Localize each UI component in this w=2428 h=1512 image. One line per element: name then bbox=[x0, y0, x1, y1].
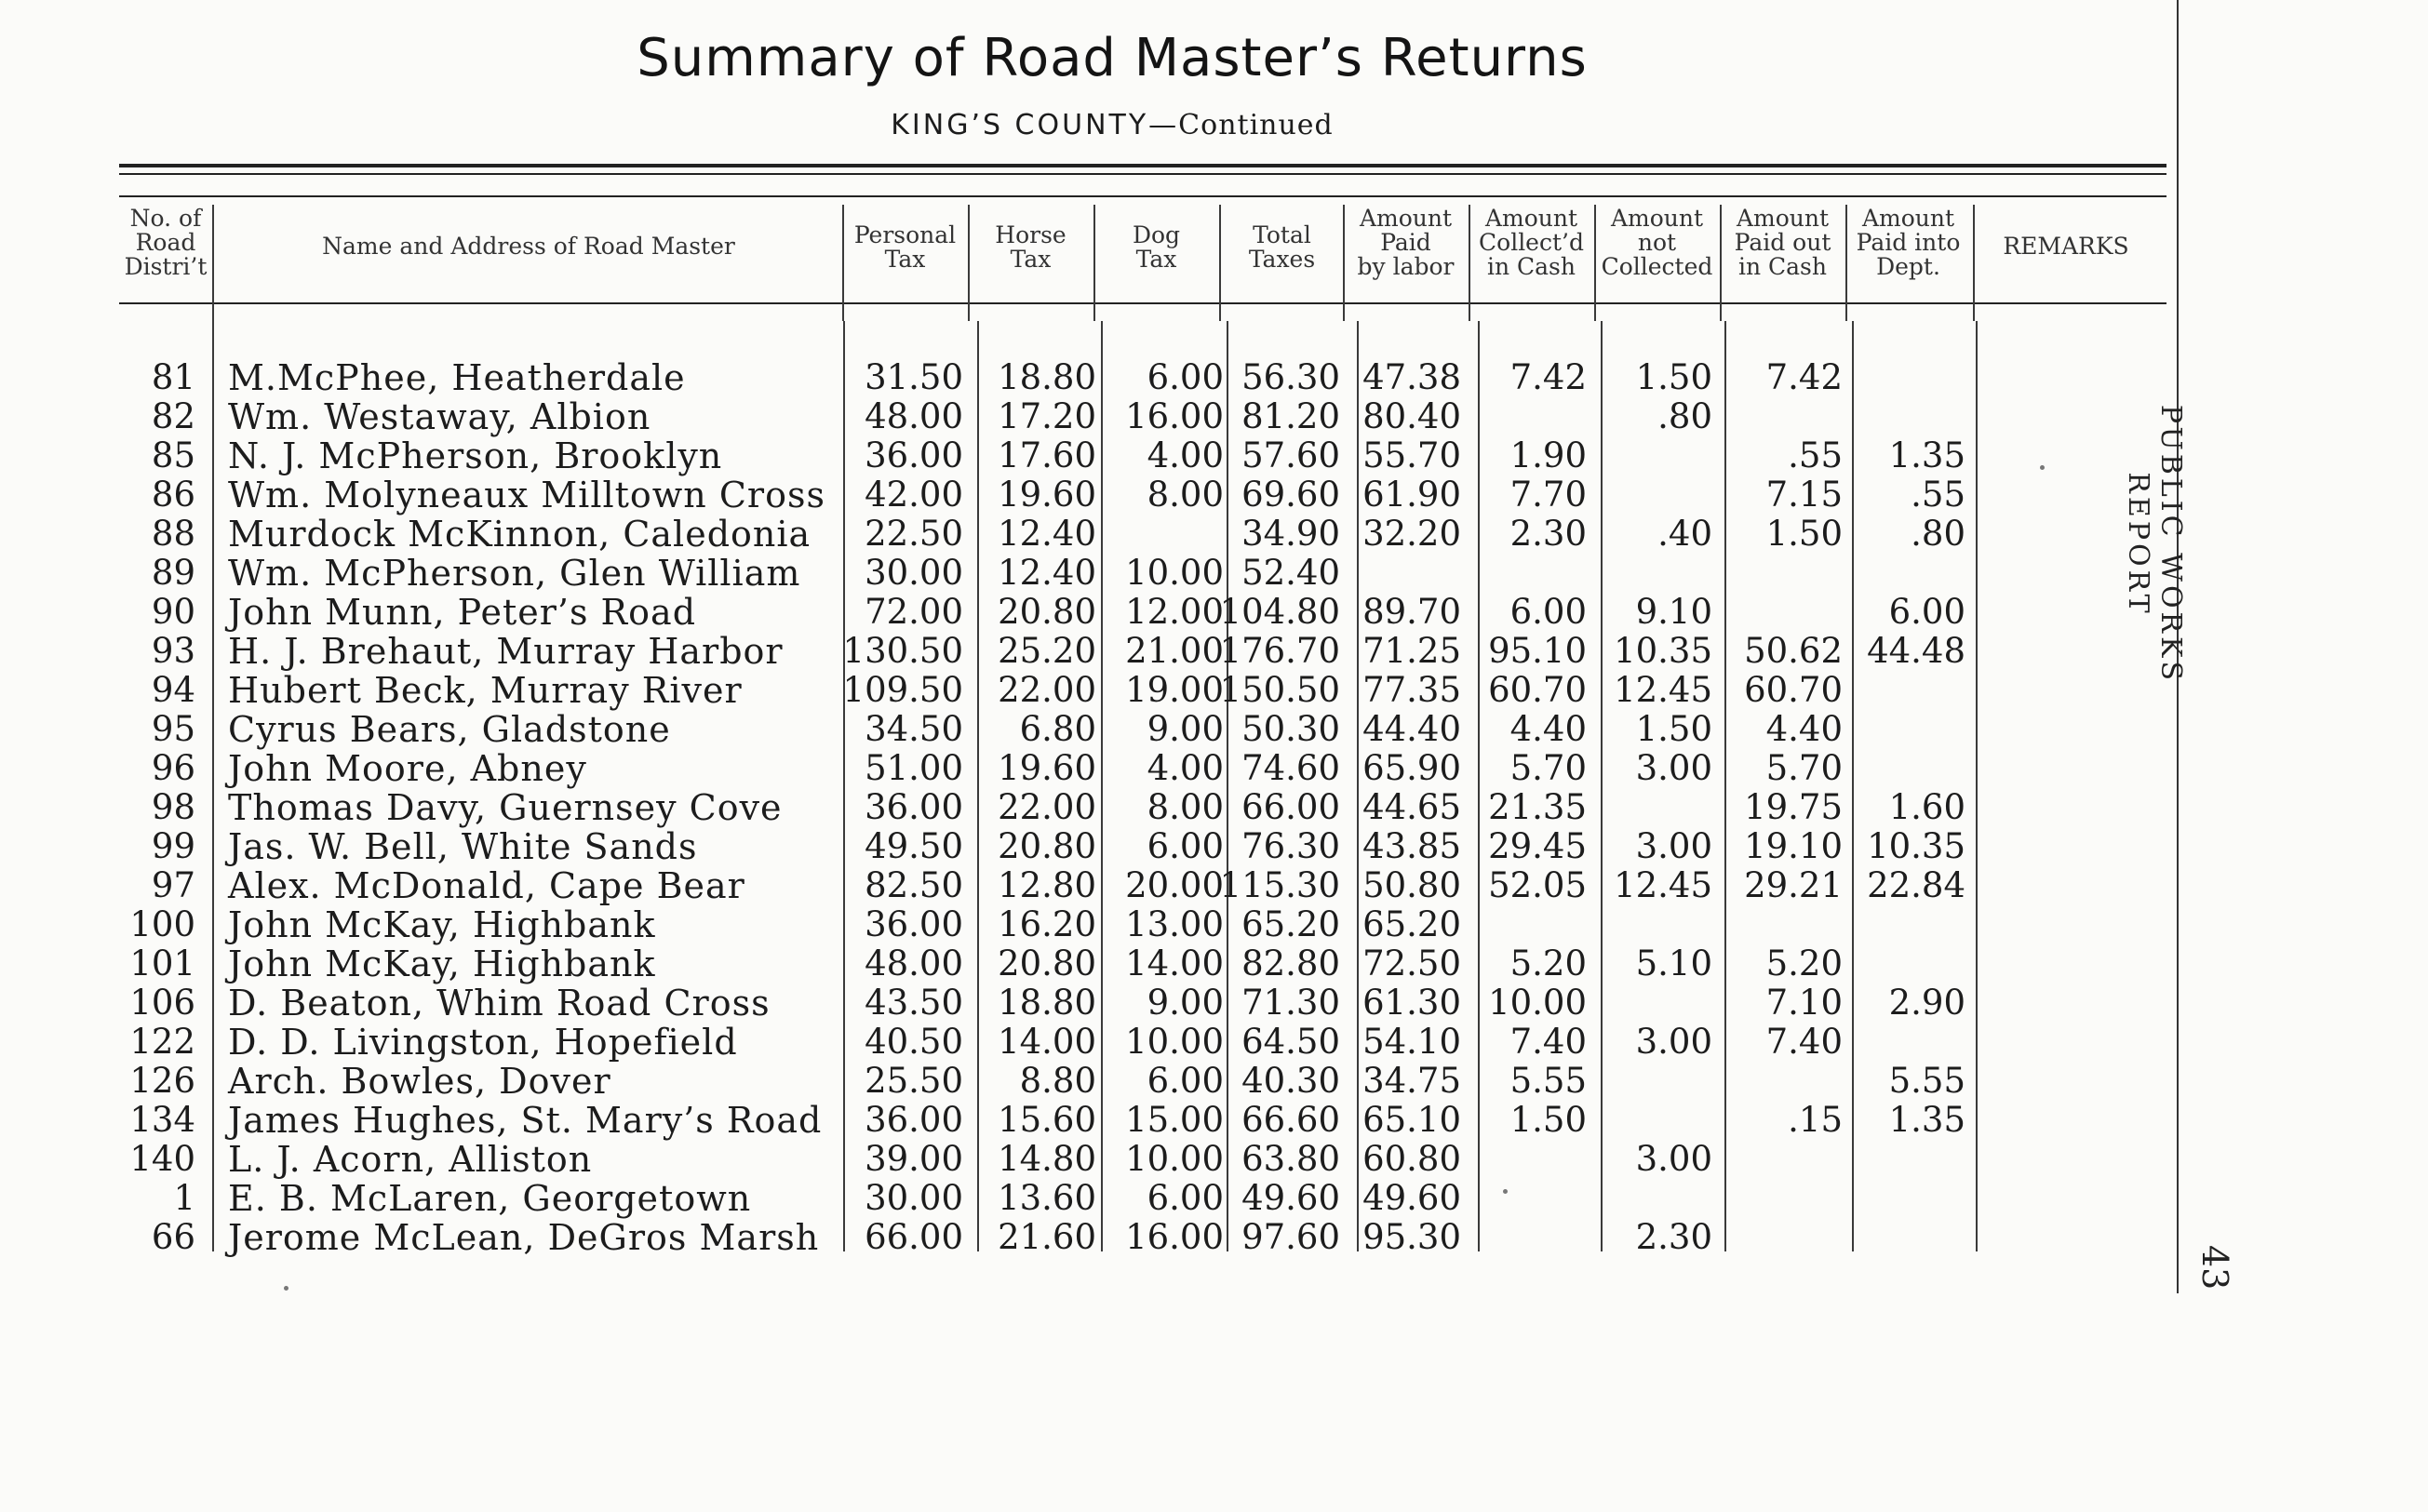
horse-value: 6.80 bbox=[1019, 709, 1096, 749]
ink-speck bbox=[284, 1286, 288, 1291]
page-title: Summary of Road Master’s Returns bbox=[637, 28, 1588, 88]
total-value: 66.60 bbox=[1241, 1100, 1340, 1140]
road-master-name: John McKay, Highbank bbox=[228, 904, 656, 945]
total-value: 64.50 bbox=[1241, 1022, 1340, 1062]
dog-value: 21.00 bbox=[1125, 631, 1224, 671]
labor-value: 44.40 bbox=[1362, 709, 1461, 749]
road-master-name: N. J. McPherson, Brooklyn bbox=[228, 435, 723, 476]
personal-value: 22.50 bbox=[865, 514, 963, 554]
road-master-name: John Moore, Abney bbox=[228, 748, 587, 789]
horse-value: 20.80 bbox=[998, 592, 1096, 632]
paidout-value: 7.40 bbox=[1765, 1022, 1843, 1062]
header-line: REMARKS bbox=[2003, 233, 2129, 260]
horse-value: 22.00 bbox=[998, 787, 1096, 827]
paiddept-value: 10.35 bbox=[1867, 826, 1965, 866]
labor-value: 65.20 bbox=[1362, 904, 1461, 944]
header-personal bbox=[842, 223, 968, 272]
road-master-name: L. J. Acorn, Alliston bbox=[228, 1139, 593, 1180]
district-number: 126 bbox=[129, 1061, 195, 1101]
top-rule-thick bbox=[119, 164, 2166, 167]
continued-label: Continued bbox=[1178, 109, 1334, 141]
notcollected-value: 9.10 bbox=[1635, 592, 1712, 632]
total-value: 65.20 bbox=[1241, 904, 1340, 944]
paiddept-value: 44.48 bbox=[1867, 631, 1965, 671]
notcollected-value: .40 bbox=[1657, 514, 1712, 554]
header-line: Dog bbox=[1132, 221, 1181, 248]
header-line: by labor bbox=[1357, 253, 1455, 280]
personal-value: 31.50 bbox=[865, 357, 963, 397]
personal-value: 49.50 bbox=[865, 826, 963, 866]
collected-value: 5.70 bbox=[1509, 748, 1587, 788]
dog-value: 12.00 bbox=[1125, 592, 1224, 632]
dog-value: 13.00 bbox=[1125, 904, 1224, 944]
horse-value: 12.40 bbox=[998, 553, 1096, 593]
notcollected-value: 1.50 bbox=[1635, 357, 1712, 397]
total-value: 63.80 bbox=[1241, 1139, 1340, 1179]
labor-value: 80.40 bbox=[1362, 396, 1461, 436]
personal-value: 30.00 bbox=[865, 553, 963, 593]
personal-value: 109.50 bbox=[842, 670, 963, 710]
personal-value: 43.50 bbox=[865, 983, 963, 1023]
total-value: 115.30 bbox=[1219, 865, 1340, 905]
road-master-name: Wm. McPherson, Glen William bbox=[228, 553, 801, 594]
notcollected-value: 12.45 bbox=[1614, 865, 1712, 905]
dog-value: 6.00 bbox=[1147, 1178, 1224, 1218]
dog-value: 6.00 bbox=[1147, 1061, 1224, 1101]
horse-value: 15.60 bbox=[998, 1100, 1096, 1140]
paiddept-value: .80 bbox=[1911, 514, 1965, 554]
header-line: in Cash bbox=[1486, 253, 1576, 280]
header-line: Horse bbox=[995, 221, 1066, 248]
personal-value: 36.00 bbox=[865, 787, 963, 827]
collected-value: 5.55 bbox=[1509, 1061, 1587, 1101]
labor-value: 65.10 bbox=[1362, 1100, 1461, 1140]
personal-value: 48.00 bbox=[865, 396, 963, 436]
dog-value: 8.00 bbox=[1147, 787, 1224, 827]
paiddept-value: 6.00 bbox=[1888, 592, 1965, 632]
header-line: Name and Address of Road Master bbox=[322, 233, 735, 260]
paidout-value: 7.15 bbox=[1765, 475, 1843, 515]
road-master-name: John Munn, Peter’s Road bbox=[228, 592, 697, 633]
dog-value: 8.00 bbox=[1147, 475, 1224, 515]
header-name bbox=[212, 234, 845, 259]
header-line: Paid bbox=[1380, 229, 1431, 256]
horse-value: 25.20 bbox=[998, 631, 1096, 671]
paidout-value: 4.40 bbox=[1765, 709, 1843, 749]
total-value: 71.30 bbox=[1241, 983, 1340, 1023]
district-number: 94 bbox=[151, 670, 195, 710]
personal-value: 130.50 bbox=[842, 631, 963, 671]
labor-value: 55.70 bbox=[1362, 435, 1461, 475]
labor-value: 44.65 bbox=[1362, 787, 1461, 827]
personal-value: 40.50 bbox=[865, 1022, 963, 1062]
labor-value: 60.80 bbox=[1362, 1139, 1461, 1179]
dog-value: 10.00 bbox=[1125, 1022, 1224, 1062]
dog-value: 16.00 bbox=[1125, 1217, 1224, 1257]
paiddept-value: 1.35 bbox=[1888, 435, 1965, 475]
district-number: 101 bbox=[129, 943, 195, 983]
header-district bbox=[119, 207, 212, 279]
district-number: 85 bbox=[151, 435, 195, 475]
notcollected-value: 12.45 bbox=[1614, 670, 1712, 710]
notcollected-value: .80 bbox=[1657, 396, 1712, 436]
district-number: 98 bbox=[151, 787, 195, 827]
road-master-name: Hubert Beck, Murray River bbox=[228, 670, 743, 711]
horse-value: 16.20 bbox=[998, 904, 1096, 944]
paidout-value: 19.75 bbox=[1744, 787, 1843, 827]
road-master-name: D. Beaton, Whim Road Cross bbox=[228, 983, 771, 1024]
header-line: Tax bbox=[884, 246, 926, 273]
header-line: Amount bbox=[1484, 205, 1578, 232]
header-bottom-rule bbox=[119, 302, 2166, 304]
header-line: Dept. bbox=[1876, 253, 1940, 280]
total-value: 40.30 bbox=[1241, 1061, 1340, 1101]
total-value: 150.50 bbox=[1219, 670, 1340, 710]
district-number: 99 bbox=[151, 826, 195, 866]
horse-value: 12.40 bbox=[998, 514, 1096, 554]
total-value: 81.20 bbox=[1241, 396, 1340, 436]
dog-value: 19.00 bbox=[1125, 670, 1224, 710]
collected-value: 2.30 bbox=[1509, 514, 1587, 554]
paidout-value: 50.62 bbox=[1744, 631, 1843, 671]
horse-value: 17.20 bbox=[998, 396, 1096, 436]
collected-value: 1.50 bbox=[1509, 1100, 1587, 1140]
dog-value: 6.00 bbox=[1147, 826, 1224, 866]
paiddept-value: 2.90 bbox=[1888, 983, 1965, 1023]
paidout-value: 7.42 bbox=[1765, 357, 1843, 397]
district-number: 66 bbox=[151, 1217, 195, 1257]
personal-value: 72.00 bbox=[865, 592, 963, 632]
collected-value: 1.90 bbox=[1509, 435, 1587, 475]
road-master-name: Thomas Davy, Guernsey Cove bbox=[228, 787, 783, 828]
labor-value: 32.20 bbox=[1362, 514, 1461, 554]
total-value: 34.90 bbox=[1241, 514, 1340, 554]
labor-value: 89.70 bbox=[1362, 592, 1461, 632]
district-number: 97 bbox=[151, 865, 195, 905]
collected-value: 21.35 bbox=[1488, 787, 1587, 827]
horse-value: 18.80 bbox=[998, 983, 1096, 1023]
district-number: 100 bbox=[129, 904, 195, 944]
header-collected bbox=[1469, 207, 1594, 279]
header-divider bbox=[212, 205, 214, 321]
district-number: 86 bbox=[151, 475, 195, 515]
road-master-name: Arch. Bowles, Dover bbox=[228, 1061, 611, 1102]
district-number: 88 bbox=[151, 514, 195, 554]
notcollected-value: 10.35 bbox=[1614, 631, 1712, 671]
notcollected-value: 3.00 bbox=[1635, 1139, 1712, 1179]
labor-value: 54.10 bbox=[1362, 1022, 1461, 1062]
personal-value: 48.00 bbox=[865, 943, 963, 983]
horse-value: 20.80 bbox=[998, 943, 1096, 983]
collected-value: 10.00 bbox=[1488, 983, 1587, 1023]
paiddept-value: 1.35 bbox=[1888, 1100, 1965, 1140]
district-number: 1 bbox=[173, 1178, 195, 1218]
header-line: Taxes bbox=[1248, 246, 1316, 273]
horse-value: 19.60 bbox=[998, 475, 1096, 515]
personal-value: 66.00 bbox=[865, 1217, 963, 1257]
road-master-name: John McKay, Highbank bbox=[228, 943, 656, 984]
header-line: Amount bbox=[1359, 205, 1453, 232]
dog-value: 16.00 bbox=[1125, 396, 1224, 436]
notcollected-value: 3.00 bbox=[1635, 748, 1712, 788]
header-line: Tax bbox=[1135, 246, 1177, 273]
collected-value: 29.45 bbox=[1488, 826, 1587, 866]
collected-value: 6.00 bbox=[1509, 592, 1587, 632]
dog-value: 9.00 bbox=[1147, 983, 1224, 1023]
district-number: 95 bbox=[151, 709, 195, 749]
road-master-name: E. B. McLaren, Georgetown bbox=[228, 1178, 752, 1219]
collected-value: 5.20 bbox=[1509, 943, 1587, 983]
header-line: Paid into bbox=[1856, 229, 1961, 256]
labor-value: 49.60 bbox=[1362, 1178, 1461, 1218]
dog-value: 15.00 bbox=[1125, 1100, 1224, 1140]
header-labor bbox=[1343, 207, 1469, 279]
road-master-name: Murdock McKinnon, Caledonia bbox=[228, 514, 812, 555]
header-dog bbox=[1093, 223, 1219, 272]
district-number: 134 bbox=[129, 1100, 195, 1140]
district-number: 82 bbox=[151, 396, 195, 436]
road-master-name: Wm. Westaway, Albion bbox=[228, 396, 651, 437]
total-value: 176.70 bbox=[1219, 631, 1340, 671]
labor-value: 61.90 bbox=[1362, 475, 1461, 515]
dog-value: 10.00 bbox=[1125, 1139, 1224, 1179]
total-value: 74.60 bbox=[1241, 748, 1340, 788]
road-master-name: Jas. W. Bell, White Sands bbox=[228, 826, 698, 867]
header-line: Road bbox=[135, 229, 196, 256]
ink-speck bbox=[1503, 1189, 1508, 1194]
dog-value: 9.00 bbox=[1147, 709, 1224, 749]
total-value: 49.60 bbox=[1241, 1178, 1340, 1218]
header-total bbox=[1219, 223, 1345, 272]
total-value: 52.40 bbox=[1241, 553, 1340, 593]
dog-value: 10.00 bbox=[1125, 553, 1224, 593]
paiddept-value: 22.84 bbox=[1867, 865, 1965, 905]
road-master-name: H. J. Brehaut, Murray Harbor bbox=[228, 631, 784, 672]
header-line: Amount bbox=[1736, 205, 1830, 232]
labor-value: 43.85 bbox=[1362, 826, 1461, 866]
column-divider bbox=[1976, 321, 1978, 1251]
personal-value: 82.50 bbox=[865, 865, 963, 905]
road-master-name: James Hughes, St. Mary’s Road bbox=[228, 1100, 823, 1141]
collected-value: 95.10 bbox=[1488, 631, 1587, 671]
horse-value: 14.00 bbox=[998, 1022, 1096, 1062]
paidout-value: 5.70 bbox=[1765, 748, 1843, 788]
column-divider bbox=[212, 321, 214, 1251]
road-master-name: Wm. Molyneaux Milltown Cross bbox=[228, 475, 825, 515]
header-remarks bbox=[1973, 234, 2159, 259]
paidout-value: 19.10 bbox=[1744, 826, 1843, 866]
personal-value: 36.00 bbox=[865, 1100, 963, 1140]
header-line: Total bbox=[1253, 221, 1311, 248]
horse-value: 19.60 bbox=[998, 748, 1096, 788]
header-line: Collected bbox=[1601, 253, 1713, 280]
horse-value: 12.80 bbox=[998, 865, 1096, 905]
paidout-value: 7.10 bbox=[1765, 983, 1843, 1023]
district-number: 89 bbox=[151, 553, 195, 593]
header-line: in Cash bbox=[1737, 253, 1827, 280]
district-number: 122 bbox=[129, 1022, 195, 1062]
running-head: PUBLIC WORKS REPORT bbox=[2122, 404, 2187, 685]
labor-value: 34.75 bbox=[1362, 1061, 1461, 1101]
county-label: KING’S COUNTY bbox=[891, 109, 1149, 141]
district-number: 106 bbox=[129, 983, 195, 1023]
district-number: 93 bbox=[151, 631, 195, 671]
paidout-value: .15 bbox=[1788, 1100, 1843, 1140]
horse-value: 20.80 bbox=[998, 826, 1096, 866]
total-value: 50.30 bbox=[1241, 709, 1340, 749]
dog-value: 4.00 bbox=[1147, 748, 1224, 788]
header-paidout bbox=[1720, 207, 1845, 279]
collected-value: 4.40 bbox=[1509, 709, 1587, 749]
total-value: 57.60 bbox=[1241, 435, 1340, 475]
collected-value: 7.42 bbox=[1509, 357, 1587, 397]
road-master-name: Cyrus Bears, Gladstone bbox=[228, 709, 671, 750]
subtitle-dash: — bbox=[1148, 109, 1179, 141]
header-line: Paid out bbox=[1734, 229, 1831, 256]
header-paiddept bbox=[1845, 207, 1971, 279]
header-line: Collect’d bbox=[1479, 229, 1584, 256]
total-value: 69.60 bbox=[1241, 475, 1340, 515]
dog-value: 4.00 bbox=[1147, 435, 1224, 475]
road-master-name: Alex. McDonald, Cape Bear bbox=[228, 865, 745, 906]
paidout-value: 5.20 bbox=[1765, 943, 1843, 983]
horse-value: 17.60 bbox=[998, 435, 1096, 475]
horse-value: 14.80 bbox=[998, 1139, 1096, 1179]
labor-value: 47.38 bbox=[1362, 357, 1461, 397]
road-master-name: M.McPhee, Heatherdale bbox=[228, 357, 686, 398]
personal-value: 30.00 bbox=[865, 1178, 963, 1218]
collected-value: 60.70 bbox=[1488, 670, 1587, 710]
horse-value: 21.60 bbox=[998, 1217, 1096, 1257]
total-value: 66.00 bbox=[1241, 787, 1340, 827]
personal-value: 25.50 bbox=[865, 1061, 963, 1101]
total-value: 76.30 bbox=[1241, 826, 1340, 866]
paidout-value: 60.70 bbox=[1744, 670, 1843, 710]
total-value: 97.60 bbox=[1241, 1217, 1340, 1257]
top-rule-third bbox=[119, 195, 2166, 197]
paiddept-value: .55 bbox=[1911, 475, 1965, 515]
header-line: Distri’t bbox=[124, 253, 208, 280]
personal-value: 39.00 bbox=[865, 1139, 963, 1179]
header-line: No. of bbox=[129, 205, 202, 232]
notcollected-value: 2.30 bbox=[1635, 1217, 1712, 1257]
header-line: Amount bbox=[1861, 205, 1955, 232]
dog-value: 6.00 bbox=[1147, 357, 1224, 397]
total-value: 104.80 bbox=[1219, 592, 1340, 632]
header-line: Amount bbox=[1610, 205, 1704, 232]
page-number: 43 bbox=[2194, 1245, 2235, 1291]
total-value: 56.30 bbox=[1241, 357, 1340, 397]
header-line: Personal bbox=[853, 221, 957, 248]
district-number: 96 bbox=[151, 748, 195, 788]
district-number: 140 bbox=[129, 1139, 195, 1179]
total-value: 82.80 bbox=[1241, 943, 1340, 983]
header-line: not bbox=[1637, 229, 1677, 256]
dog-value: 20.00 bbox=[1125, 865, 1224, 905]
labor-value: 77.35 bbox=[1362, 670, 1461, 710]
labor-value: 50.80 bbox=[1362, 865, 1461, 905]
road-master-name: D. D. Livingston, Hopefield bbox=[228, 1022, 738, 1063]
top-rule-thin bbox=[119, 173, 2166, 175]
header-divider bbox=[1973, 205, 1975, 321]
district-number: 90 bbox=[151, 592, 195, 632]
notcollected-value: 5.10 bbox=[1635, 943, 1712, 983]
district-number: 81 bbox=[151, 357, 195, 397]
horse-value: 22.00 bbox=[998, 670, 1096, 710]
horse-value: 13.60 bbox=[998, 1178, 1096, 1218]
personal-value: 36.00 bbox=[865, 435, 963, 475]
labor-value: 71.25 bbox=[1362, 631, 1461, 671]
header-line: Tax bbox=[1010, 246, 1052, 273]
labor-value: 95.30 bbox=[1362, 1217, 1461, 1257]
labor-value: 61.30 bbox=[1362, 983, 1461, 1023]
personal-value: 51.00 bbox=[865, 748, 963, 788]
personal-value: 34.50 bbox=[865, 709, 963, 749]
labor-value: 72.50 bbox=[1362, 943, 1461, 983]
road-master-name: Jerome McLean, DeGros Marsh bbox=[228, 1217, 820, 1258]
header-notcollected bbox=[1594, 207, 1720, 279]
paidout-value: .55 bbox=[1788, 435, 1843, 475]
ink-speck bbox=[2040, 465, 2045, 470]
horse-value: 18.80 bbox=[998, 357, 1096, 397]
paiddept-value: 1.60 bbox=[1888, 787, 1965, 827]
collected-value: 7.70 bbox=[1509, 475, 1587, 515]
notcollected-value: 3.00 bbox=[1635, 1022, 1712, 1062]
personal-value: 42.00 bbox=[865, 475, 963, 515]
paidout-value: 29.21 bbox=[1744, 865, 1843, 905]
page-subtitle bbox=[0, 109, 2224, 141]
paidout-value: 1.50 bbox=[1765, 514, 1843, 554]
notcollected-value: 3.00 bbox=[1635, 826, 1712, 866]
paiddept-value: 5.55 bbox=[1888, 1061, 1965, 1101]
labor-value: 65.90 bbox=[1362, 748, 1461, 788]
horse-value: 8.80 bbox=[1019, 1061, 1096, 1101]
notcollected-value: 1.50 bbox=[1635, 709, 1712, 749]
dog-value: 14.00 bbox=[1125, 943, 1224, 983]
header-horse bbox=[968, 223, 1093, 272]
collected-value: 52.05 bbox=[1488, 865, 1587, 905]
collected-value: 7.40 bbox=[1509, 1022, 1587, 1062]
personal-value: 36.00 bbox=[865, 904, 963, 944]
